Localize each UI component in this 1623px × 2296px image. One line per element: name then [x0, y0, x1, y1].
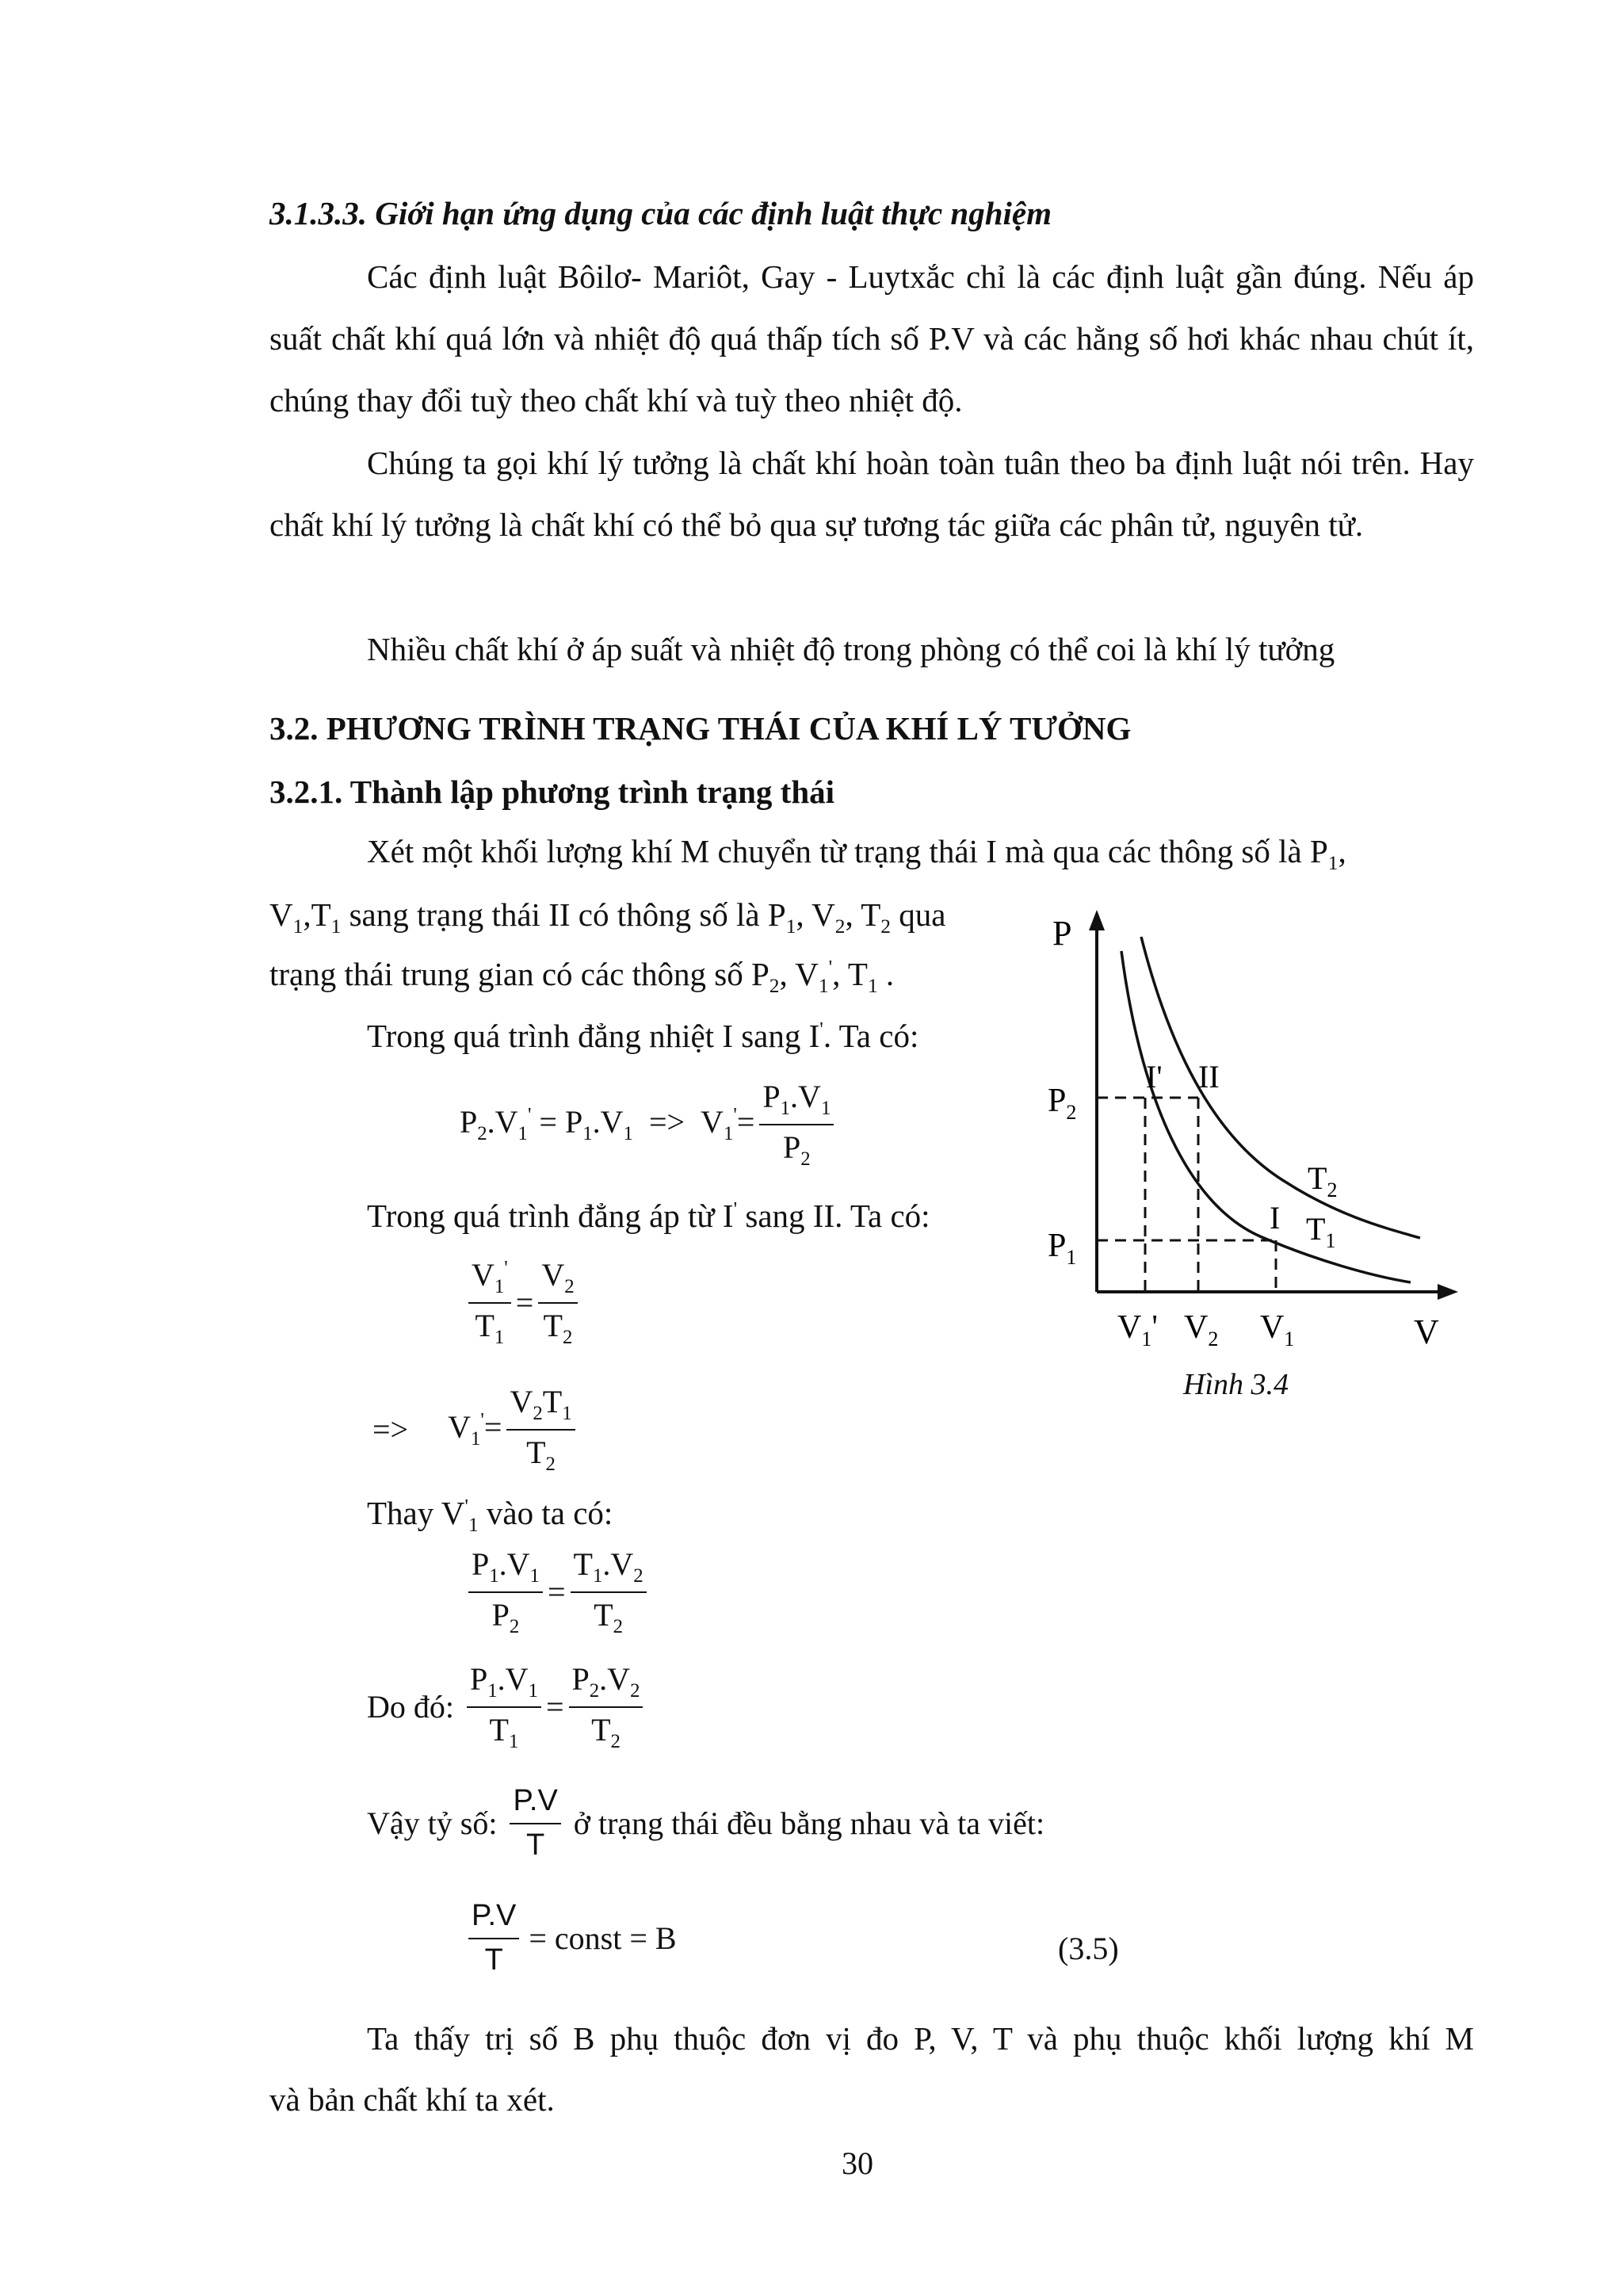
intro-line-1: Xét một khối lượng khí M chuyển từ trạng thái I mà qua các thông số là $P_1$,	[367, 833, 1346, 875]
equation-state: $\frac{P.V}{T}$ = const = B	[464, 1898, 677, 1978]
pv-diagram	[1030, 904, 1474, 1379]
intro-line-3: trạng thái trung gian có các thông số $P_2$, $V_1'$, $T_1$ .	[269, 956, 895, 998]
v-axis-arrow	[1438, 1284, 1458, 1300]
paragraph-2: Chúng ta gọi khí lý tưởng là chất khí hoàn toàn tuân theo ba định luật nói trên. Hay chất khí lý tưởng là chất khí có thể bỏ qua sự tương tác giữa các phân tử, nguyên tử.	[269, 445, 1474, 543]
state-label-i-prime: I'	[1146, 1059, 1163, 1095]
conclusion-line-2: và bản chất khí ta xét.	[269, 2081, 555, 2118]
section-heading-32: 3.2. PHƯƠNG TRÌNH TRẠNG THÁI CỦA KHÍ LÝ TƯỞNG	[269, 710, 1132, 747]
isotherm-t2	[1141, 937, 1420, 1238]
conclusion-line-1: Ta thấy trị số B phụ thuộc đơn vị đo P, V, T và phụ thuộc khối lượng khí M	[367, 2020, 1474, 2057]
figure-caption: Hình 3.4	[1183, 1368, 1289, 1401]
state-label-i: I	[1270, 1200, 1281, 1236]
label-v1-prime: $V_1'$	[1117, 1309, 1158, 1350]
label-v2: $V_2$	[1184, 1309, 1219, 1350]
state-label-ii: II	[1198, 1059, 1220, 1095]
label-p1: $P_1$	[1048, 1228, 1077, 1269]
page-number: 30	[842, 2145, 873, 2181]
label-v1: $V_1$	[1260, 1309, 1295, 1350]
equation-substitute: $\frac{P_1.V_1}{P_2}$ = $\frac{T_1.V_2}{T_2}$	[464, 1545, 651, 1639]
paragraph-3: Nhiều chất khí ở áp suất và nhiệt độ trong phòng có thể coi là khí lý tưởng	[367, 631, 1335, 667]
equation-therefore: Do đó: $\frac{P_1.V_1}{T_1}$ = $\frac{P_2.V_2}{T_2}$	[367, 1660, 647, 1754]
ratio-text: Vậy tỷ số: $\frac{P.V}{T}$ ở trạng thái đều bằng nhau và ta viết:	[367, 1784, 1045, 1862]
equation-number: (3.5)	[1058, 1931, 1119, 1966]
axis-label-p: P	[1052, 914, 1072, 953]
isobaric-text: Trong quá trình đẳng áp từ I' sang II. Ta có:	[367, 1198, 930, 1234]
isothermal-text: Trong quá trình đẳng nhiệt I sang I'. Ta có:	[367, 1018, 919, 1054]
label-p2: $P_2$	[1048, 1083, 1077, 1124]
curve-label-t2: $T_2$	[1308, 1160, 1338, 1201]
intro-line-2: $V_1,T_1$ sang trạng thái II có thông số là $P_1$, $V_2$, $T_2$ qua	[269, 896, 946, 938]
subsection-heading-321: 3.2.1. Thành lập phương trình trạng thái	[269, 774, 835, 810]
paragraph-1: Các định luật Bôilơ- Mariôt, Gay - Luytxắc chỉ là các định luật gần đúng. Nếu áp suất chất khí quá lớn và nhiệt độ quá thấp tích số P.V và các hằng số hơi khác nhau chút ít, chúng thay đổi tuỳ theo chất khí và tuỳ theo nhiệt độ.	[269, 258, 1474, 418]
p-axis-arrow	[1089, 910, 1105, 930]
equation-isobaric: $\frac{V_1'}{T_1}$ = $\frac{V_2}{T_2}$	[464, 1256, 582, 1350]
substitute-text: Thay $V'_1$ vào ta có:	[367, 1495, 613, 1537]
curve-label-t1: $T_1$	[1306, 1211, 1336, 1252]
isotherm-t1	[1121, 951, 1411, 1282]
equation-isothermal: $P_2.V_1' = P_1.V_1 => V_1'=$ $\frac{P_1.V_1}{P_2}$	[460, 1078, 838, 1171]
section-heading-3133: 3.1.3.3. Giới hạn ứng dụng của các định luật thực nghiệm	[269, 195, 1052, 231]
equation-v1-prime: => $V_1'=$ $\frac{V_2T_1}{T_2}$	[372, 1383, 580, 1477]
axis-label-v: V	[1414, 1312, 1439, 1351]
